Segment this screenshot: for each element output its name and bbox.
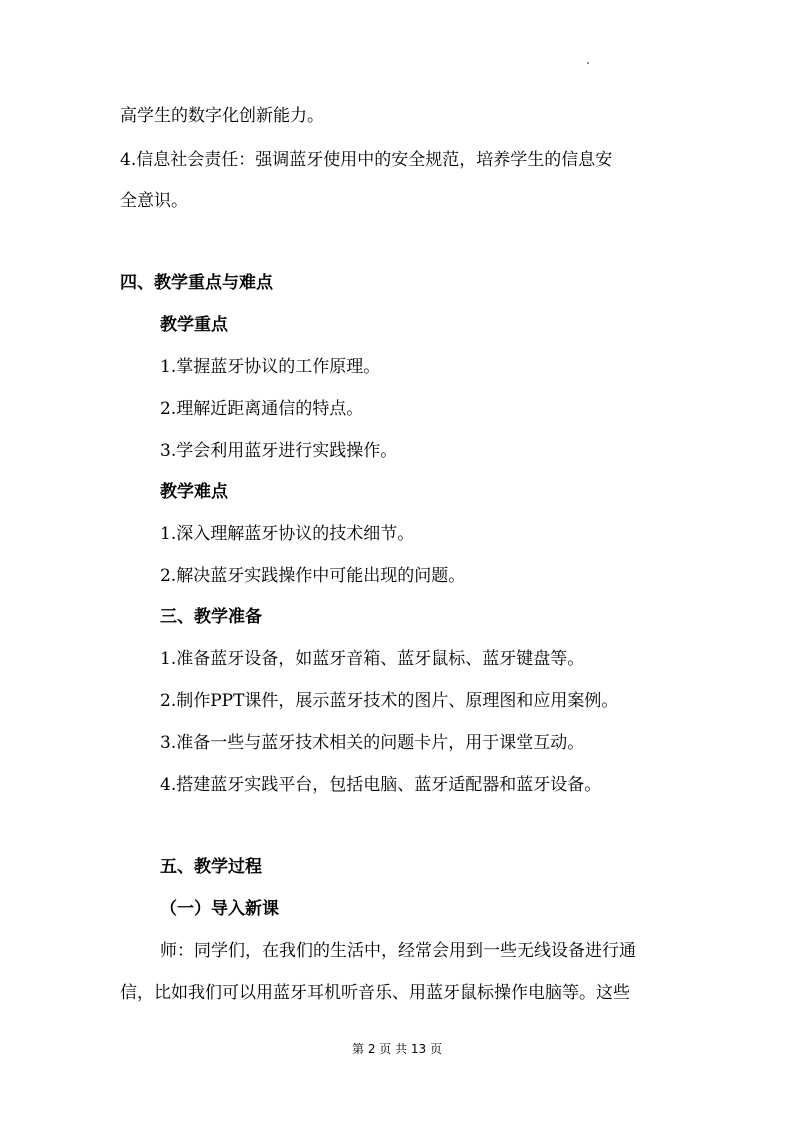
page-footer: 第 2 页 共 13 页 — [352, 1042, 442, 1056]
list-item: 1.掌握蓝牙协议的工作原理。 — [160, 357, 381, 377]
section-heading: 三、教学准备 — [160, 607, 262, 627]
paragraph-line: 师：同学们，在我们的生活中，经常会用到一些无线设备进行通 — [160, 941, 636, 961]
corner-dot — [587, 62, 589, 64]
section-heading: 五、教学过程 — [160, 857, 262, 877]
list-item: 1.准备蓝牙设备，如蓝牙音箱、蓝牙鼠标、蓝牙键盘等。 — [160, 649, 585, 669]
list-item: 3.学会利用蓝牙进行实践操作。 — [160, 441, 398, 461]
list-item: 3.准备一些与蓝牙技术相关的问题卡片，用于课堂互动。 — [160, 733, 585, 753]
list-item: 2.理解近距离通信的特点。 — [160, 399, 364, 419]
text-line: 全意识。 — [120, 191, 188, 211]
paragraph-line: 信，比如我们可以用蓝牙耳机听音乐、用蓝牙鼠标操作电脑等。这些 — [120, 983, 630, 1003]
sub-heading: （一）导入新课 — [160, 899, 279, 919]
section-heading: 四、教学重点与难点 — [120, 273, 273, 293]
text-line: 4.信息社会责任：强调蓝牙使用中的安全规范，培养学生的信息安 — [120, 150, 613, 170]
list-item: 4.搭建蓝牙实践平台，包括电脑、蓝牙适配器和蓝牙设备。 — [160, 775, 602, 795]
sub-heading: 教学难点 — [160, 482, 228, 502]
text-line: 高学生的数字化创新能力。 — [120, 106, 324, 126]
list-item: 1.深入理解蓝牙协议的技术细节。 — [160, 524, 415, 544]
list-item: 2.解决蓝牙实践操作中可能出现的问题。 — [160, 566, 466, 586]
list-item: 2.制作PPT课件，展示蓝牙技术的图片、原理图和应用案例。 — [160, 691, 619, 711]
sub-heading: 教学重点 — [160, 315, 228, 335]
